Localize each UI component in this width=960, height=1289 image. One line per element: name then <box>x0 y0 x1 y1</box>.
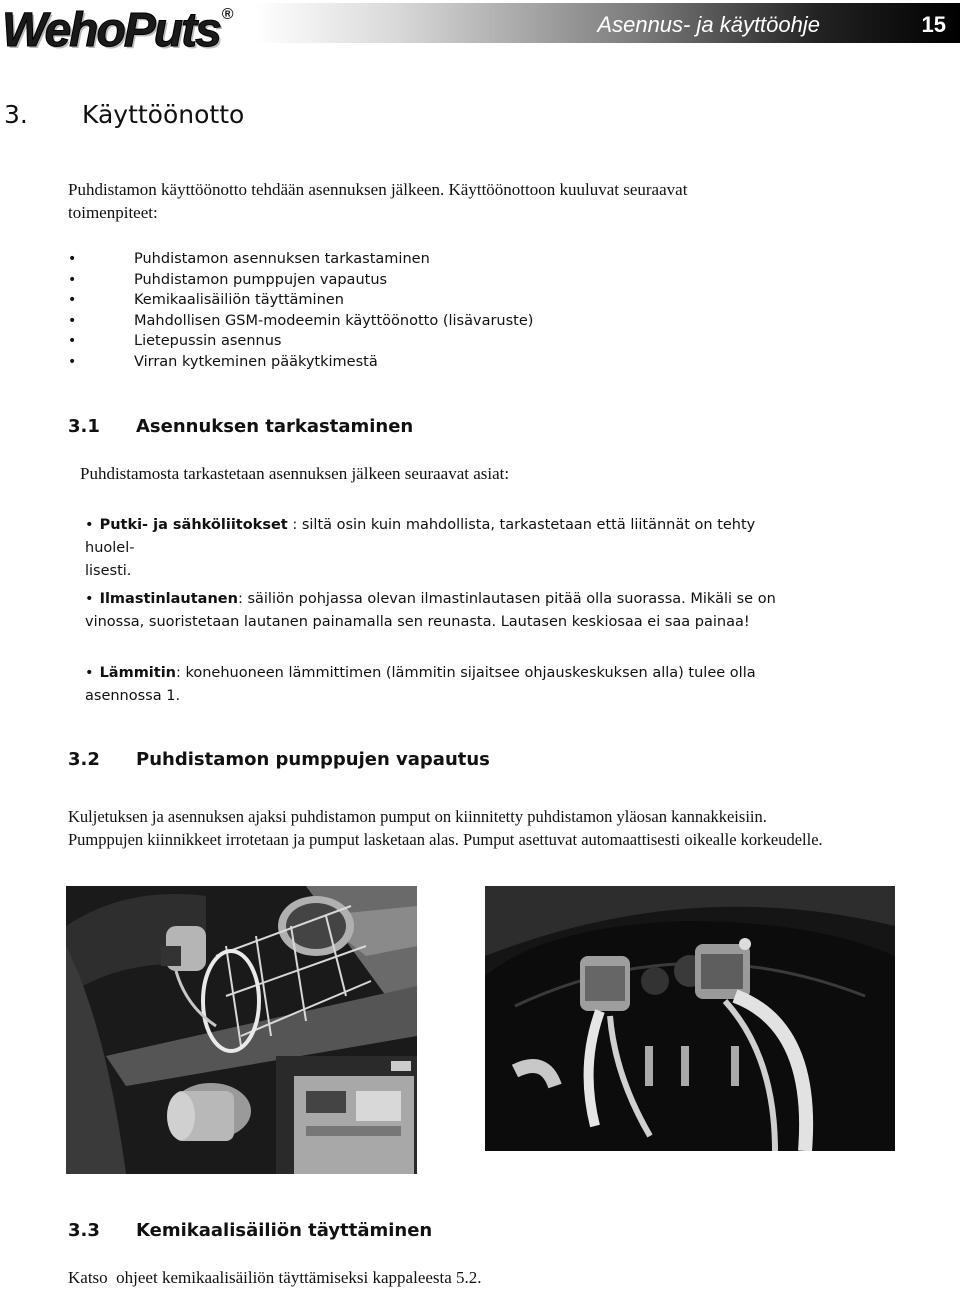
section-3-3-heading <box>68 1220 432 1241</box>
list-item: • Kemikaalisäiliön täyttäminen <box>68 290 533 311</box>
photo-pump-cage-image <box>66 886 417 1174</box>
section-number: 3.3 <box>68 1220 100 1241</box>
page-number: 15 <box>921 12 946 37</box>
section-number: 3.1 <box>68 416 100 437</box>
registered-mark: ® <box>221 6 232 23</box>
list-item: • Mahdollisen GSM-modeemin käyttöönotto (lisävaruste) <box>68 311 533 332</box>
item-text-continued: vinossa, suoristetaan lautanen painamalla sen reunasta. Lautasen keskiosaa ei saa painaa! <box>85 614 750 630</box>
item-label: Putki- ja sähköliitokset <box>99 517 288 533</box>
item-label: Lämmitin <box>99 665 176 681</box>
item-text: : konehuoneen lämmittimen (lämmitin sijaitsee ohjauskeskuksen alla) tulee olla <box>176 665 756 681</box>
section-3-intro-line-2: toimenpiteet: <box>68 203 158 222</box>
section-number: 3.2 <box>68 749 100 770</box>
bullet-dot: • <box>85 591 94 607</box>
section-3-heading <box>4 100 244 129</box>
section-3-2-line-2: Pumppujen kiinnikkeet irrotetaan ja pumput lasketaan alas. Pumput asettuvat automaattisesti oikealle korkeudelle. <box>68 830 823 849</box>
item-text: : säiliön pohjassa olevan ilmastinlautasen pitää olla suorassa. Mikäli se on <box>237 591 776 607</box>
list-item: • Puhdistamon pumppujen vapautus <box>68 270 533 291</box>
section-number: 3. <box>4 100 28 129</box>
section-title: Puhdistamon pumppujen vapautus <box>136 749 490 770</box>
photo-pumps-hoses-image <box>485 886 895 1151</box>
section-3-intro-line-1: Puhdistamon käyttöönotto tehdään asennuksen jälkeen. Käyttöönottoon kuuluvat seuraavat <box>68 180 688 199</box>
section-3-1-heading <box>68 416 413 437</box>
item-text-continued: asennossa 1. <box>85 688 181 704</box>
section-title: Kemikaalisäiliön täyttäminen <box>136 1220 433 1241</box>
bullet-dot: • <box>85 665 94 681</box>
header-bar <box>255 3 960 43</box>
photo-pumps-hoses <box>485 886 895 1151</box>
check-item-aerator <box>85 588 790 634</box>
document-title: Asennus- ja käyttöohje <box>597 12 820 37</box>
section-3-2-heading <box>68 749 490 770</box>
section-3-2-line-1: Kuljetuksen ja asennuksen ajaksi puhdistamon pumput on kiinnitetty puhdistamon yläosan kannakkeisiin. <box>68 807 767 826</box>
section-3-1-intro: Puhdistamosta tarkastetaan asennuksen jälkeen seuraavat asiat: <box>80 464 510 483</box>
check-item-connections <box>85 514 790 583</box>
section-title: Asennuksen tarkastaminen <box>136 416 414 437</box>
check-item-heater <box>85 662 790 708</box>
brand-logo <box>2 0 232 56</box>
item-text: : siltä osin kuin mahdollista, tarkastetaan että liitännät on tehty huolel- <box>85 517 756 556</box>
brand-name: WehoPuts <box>2 4 220 57</box>
section-title: Käyttöönotto <box>82 100 245 129</box>
list-item: • Lietepussin asennus <box>68 331 533 352</box>
item-text-continued: lisesti. <box>85 563 132 579</box>
list-item: • Virran kytkeminen pääkytkimestä <box>68 352 533 373</box>
photo-pump-cage <box>66 886 417 1174</box>
list-item: • Puhdistamon asennuksen tarkastaminen <box>68 249 533 270</box>
item-label: Ilmastinlautanen <box>99 591 238 607</box>
steps-list <box>68 249 533 372</box>
section-3-3-text: Katso ohjeet kemikaalisäiliön täyttämiseksi kappaleesta 5.2. <box>68 1268 482 1287</box>
bullet-dot: • <box>85 517 94 533</box>
